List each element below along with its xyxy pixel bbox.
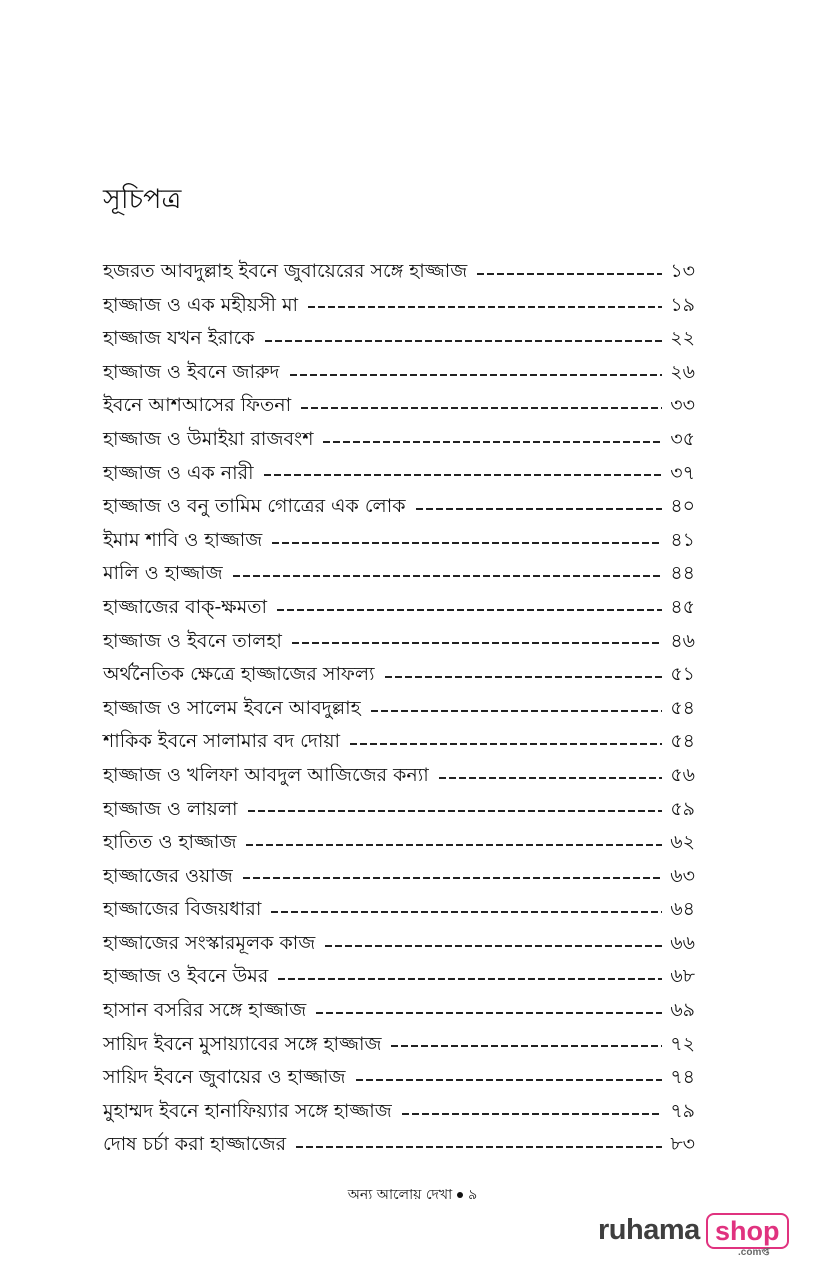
toc-entry-page: ৫৬: [670, 763, 695, 786]
watermark-domain: .comপ্ত: [738, 1247, 770, 1258]
toc-entry-page: ৮৩: [670, 1133, 695, 1156]
toc-entry-title: ইবনে আশআসের ফিতনা: [103, 394, 292, 417]
toc-dash-leader: [290, 374, 663, 376]
toc-entry-page: ৫৯: [670, 797, 695, 820]
toc-entry-title: শাকিক ইবনে সালামার বদ দোয়া: [103, 730, 341, 753]
toc-entry-title: হাজ্জাজ ও খলিফা আবদুল আজিজের কন্যা: [103, 763, 429, 786]
toc-dash-leader: [278, 978, 662, 980]
toc-dash-leader: [308, 306, 662, 308]
toc-entry-title: হাজ্জাজ ও লায়লা: [103, 797, 238, 820]
toc-entry-title: হাজ্জাজের সংস্কারমূলক কাজ: [103, 931, 316, 954]
toc-entry-title: মুহাম্মদ ইবনে হানাফিয়্যার সঙ্গে হাজ্জাজ: [103, 1099, 392, 1122]
toc-entry: [103, 423, 695, 457]
toc-entry: [103, 457, 695, 491]
toc-dash-leader: [301, 407, 662, 409]
page-footer: [0, 1185, 825, 1205]
toc-dash-leader: [296, 1146, 662, 1148]
toc-entry: [103, 255, 695, 289]
toc-dash-leader: [385, 676, 663, 678]
toc-entry-page: ৪৬: [670, 629, 695, 652]
toc-entry: [103, 389, 695, 423]
toc-entry-page: ৬৩: [670, 864, 695, 887]
watermark-logo: [598, 1210, 780, 1258]
toc-entry-page: ২২: [670, 327, 695, 350]
toc-dash-leader: [416, 508, 663, 510]
toc-entry-title: হাতিত ও হাজ্জাজ: [103, 831, 237, 854]
toc-entry: [103, 893, 695, 927]
toc-entry: [103, 826, 695, 860]
toc-dash-leader: [243, 877, 663, 879]
toc-dash-leader: [356, 1079, 663, 1081]
toc-entry-title: হাজ্জাজের ওয়াজ: [103, 864, 233, 887]
toc-dash-leader: [233, 575, 663, 577]
toc-entry-title: ইমাম শাবি ও হাজ্জাজ: [103, 528, 263, 551]
toc-entry: [103, 322, 695, 356]
toc-entry-title: হাজ্জাজের বিজয়ধারা: [103, 898, 262, 921]
toc-dash-leader: [272, 542, 662, 544]
toc-entry: [103, 557, 695, 591]
toc-entry-title: হাজ্জাজ ও সালেম ইবনে আবদুল্লাহ: [103, 696, 361, 719]
toc-entry: [103, 289, 695, 323]
table-of-contents: [103, 255, 695, 1162]
toc-dash-leader: [391, 1045, 662, 1047]
toc-entry: [103, 1095, 695, 1129]
toc-entry-title: সায়িদ ইবনে জুবায়ের ও হাজ্জাজ: [103, 1066, 346, 1089]
toc-entry: [103, 524, 695, 558]
toc-entry-page: ৬২: [670, 831, 695, 854]
toc-entry-page: ৪৪: [670, 562, 695, 585]
toc-entry: [103, 1128, 695, 1162]
toc-dash-leader: [265, 340, 663, 342]
toc-dash-leader: [271, 911, 662, 913]
toc-dash-leader: [248, 810, 663, 812]
toc-dash-leader: [323, 441, 662, 443]
toc-entry-page: ২৬: [670, 360, 695, 383]
toc-entry-page: ৪০: [670, 495, 695, 518]
toc-dash-leader: [350, 743, 662, 745]
toc-entry-page: ৬৮: [670, 965, 695, 988]
toc-dash-leader: [246, 844, 662, 846]
toc-dash-leader: [292, 642, 662, 644]
toc-entry: [103, 658, 695, 692]
toc-entry-title: হাজ্জাজ ও এক মহীয়সী মা: [103, 293, 299, 316]
toc-entry-page: ৬৬: [670, 931, 695, 954]
toc-entry-page: ৬৯: [670, 999, 695, 1022]
watermark-shop: shop: [706, 1213, 789, 1249]
toc-entry-page: ৩৫: [670, 427, 695, 450]
toc-entry-page: ৩৭: [670, 461, 695, 484]
toc-entry: [103, 759, 695, 793]
toc-entry-page: ১৯: [670, 293, 695, 316]
toc-entry: [103, 356, 695, 390]
toc-entry: [103, 725, 695, 759]
footer-book-title: অন্য আলোয় দেখা: [347, 1187, 453, 1203]
toc-entry-page: ৭২: [670, 1032, 695, 1055]
page-title: সূচিপত্র: [103, 184, 182, 215]
toc-entry: [103, 1061, 695, 1095]
toc-entry: [103, 692, 695, 726]
toc-entry-title: হাজ্জাজ ও উমাইয়া রাজবংশ: [103, 427, 314, 450]
toc-entry-title: দোষ চর্চা করা হাজ্জাজের: [103, 1133, 287, 1156]
toc-entry-title: হাজ্জাজ ও ইবনে তালহা: [103, 629, 282, 652]
toc-dash-leader: [325, 945, 662, 947]
toc-entry-page: ৭৪: [670, 1066, 695, 1089]
toc-entry-page: ৫৪: [670, 696, 695, 719]
toc-entry-title: হাজ্জাজ ও বনু তামিম গোত্রের এক লোক: [103, 495, 406, 518]
toc-entry-page: ৫১: [670, 663, 695, 686]
toc-entry-title: সায়িদ ইবনে মুসায়্যাবের সঙ্গে হাজ্জাজ: [103, 1032, 382, 1055]
toc-dash-leader: [316, 1012, 662, 1014]
toc-entry-title: হাজ্জাজ ও ইবনে উমর: [103, 965, 269, 988]
toc-entry-page: ৭৯: [670, 1099, 695, 1122]
toc-dash-leader: [371, 710, 663, 712]
toc-entry: [103, 490, 695, 524]
toc-entry: [103, 625, 695, 659]
toc-entry-page: ৪১: [670, 528, 695, 551]
toc-entry-title: হাসান বসরির সঙ্গে হাজ্জাজ: [103, 999, 307, 1022]
toc-entry-page: ৩৩: [670, 394, 695, 417]
toc-dash-leader: [477, 273, 662, 275]
toc-entry: [103, 960, 695, 994]
toc-entry-title: হজরত আবদুল্লাহ ইবনে জুবায়েরের সঙ্গে হাজ্জাজ: [103, 260, 468, 282]
toc-dash-leader: [277, 609, 662, 611]
toc-entry-page: ৪৫: [670, 595, 695, 618]
toc-dash-leader: [439, 777, 663, 779]
toc-dash-leader: [264, 474, 663, 476]
toc-entry-title: অর্থনৈতিক ক্ষেত্রে হাজ্জাজের সাফল্য: [103, 663, 375, 686]
toc-entry: [103, 860, 695, 894]
toc-entry-page: ১৩: [670, 260, 695, 282]
toc-entry: [103, 1028, 695, 1062]
watermark-ruhama: ruhama: [598, 1214, 700, 1246]
toc-dash-leader: [402, 1113, 663, 1115]
toc-entry-title: হাজ্জাজের বাক্-ক্ষমতা: [103, 595, 268, 618]
toc-entry-title: মালি ও হাজ্জাজ: [103, 562, 223, 585]
toc-entry: [103, 793, 695, 827]
toc-entry: [103, 927, 695, 961]
toc-entry: [103, 994, 695, 1028]
toc-entry-title: হাজ্জাজ ও ইবনে জারুদ: [103, 360, 280, 383]
toc-entry-page: ৬৪: [670, 898, 695, 921]
footer-bullet-icon: [457, 1192, 463, 1198]
toc-entry-page: ৫৪: [670, 730, 695, 753]
toc-entry: [103, 591, 695, 625]
toc-entry-title: হাজ্জাজ যখন ইরাকে: [103, 327, 255, 350]
footer-page-number: ৯: [468, 1187, 478, 1203]
toc-entry-title: হাজ্জাজ ও এক নারী: [103, 461, 254, 484]
